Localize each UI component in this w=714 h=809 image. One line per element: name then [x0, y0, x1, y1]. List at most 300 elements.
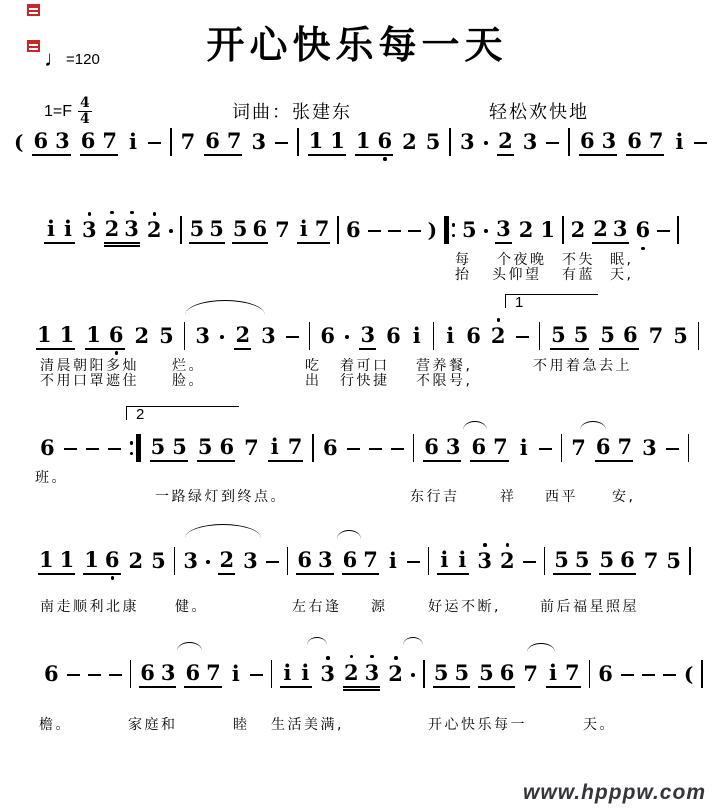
- note-glyph: 3: [317, 546, 333, 572]
- beam-group: [550, 323, 589, 350]
- note-glyph: i: [549, 659, 558, 685]
- tempo-value: =120: [66, 51, 100, 68]
- note-glyph: i: [412, 323, 421, 348]
- note: [320, 662, 335, 686]
- note-glyph: 6: [33, 127, 49, 153]
- lyric-segment: 南走顺利北康: [40, 599, 139, 615]
- note: [426, 130, 441, 154]
- duration-dash: [663, 674, 676, 677]
- parenthesis: (: [683, 662, 694, 686]
- beam-group: [470, 435, 508, 462]
- note: [45, 217, 57, 241]
- lyric-segment: 不用着急去上: [533, 358, 632, 374]
- note: [620, 548, 635, 572]
- note: [600, 323, 615, 347]
- note: [330, 129, 345, 153]
- lyric-segment: 睦: [233, 717, 250, 733]
- lyric-segment: 天。: [583, 717, 616, 733]
- note: [580, 129, 595, 153]
- note-glyph: 5: [433, 659, 449, 685]
- note-glyph: 3: [124, 215, 139, 241]
- time-signature: [78, 96, 92, 127]
- note-glyph: 2: [498, 127, 513, 153]
- note: [627, 129, 642, 153]
- note: [378, 129, 393, 153]
- note-glyph: 7: [648, 323, 664, 348]
- note-glyph: 7: [523, 661, 539, 686]
- barline: [309, 322, 311, 350]
- lyric-segment: 有蓝: [562, 267, 595, 283]
- note-glyph: 6: [345, 217, 361, 242]
- barline: [180, 216, 182, 244]
- slur-arc: [463, 421, 487, 430]
- beam-group: [38, 548, 75, 575]
- octave-dot-high: [110, 211, 114, 215]
- note: [365, 661, 380, 685]
- note: [251, 130, 266, 154]
- note: [649, 324, 664, 348]
- note: [462, 218, 477, 242]
- note-glyph: 6: [471, 433, 487, 459]
- note-glyph: 2: [235, 321, 251, 347]
- lyric-segment: 安,: [612, 489, 636, 505]
- augmentation-dot: [484, 141, 489, 146]
- note: [500, 549, 515, 573]
- beam-group: [495, 217, 512, 244]
- notation-line: [40, 432, 689, 464]
- note: [233, 217, 248, 241]
- barline: [688, 434, 690, 462]
- augmentation-dot: [345, 335, 350, 340]
- note: [574, 323, 589, 347]
- duration-dash: [694, 142, 707, 145]
- note-glyph: 3: [160, 659, 176, 685]
- beam-group: [497, 129, 514, 156]
- lyrics-row: [0, 264, 714, 283]
- lyrics-row: [0, 714, 714, 733]
- note: [252, 217, 267, 241]
- note-glyph: 6: [104, 546, 120, 572]
- barline: [423, 660, 425, 688]
- note-glyph: 3: [55, 127, 70, 153]
- slur-arc: [307, 637, 327, 645]
- repeat-thick-bar: [444, 216, 449, 244]
- note: [60, 323, 75, 347]
- duration-dash: [275, 142, 288, 145]
- augmentation-dot: [169, 229, 174, 234]
- barline: [130, 660, 132, 688]
- note-glyph: i: [299, 215, 308, 241]
- note: [344, 661, 359, 685]
- note: [318, 548, 333, 572]
- beam-group: [85, 323, 124, 350]
- lyric-segment: 源: [371, 599, 388, 615]
- note: [493, 435, 508, 459]
- note-glyph: 2: [593, 215, 608, 241]
- note-glyph: 7: [275, 217, 290, 242]
- beam-group: [83, 548, 120, 575]
- note-glyph: 6: [297, 546, 312, 572]
- note-glyph: 5: [425, 129, 441, 154]
- barline: [174, 547, 176, 575]
- note: [460, 130, 475, 154]
- note-glyph: i: [440, 546, 449, 572]
- note: [288, 435, 303, 459]
- note-glyph: 5: [574, 546, 590, 572]
- note-glyph: 5: [554, 546, 569, 572]
- octave-dot-high: [350, 655, 354, 659]
- augmentation-dot: [411, 673, 416, 678]
- note: [491, 324, 506, 348]
- note-glyph: 5: [666, 548, 681, 573]
- note-glyph: i: [231, 661, 240, 686]
- duration-dash: [86, 448, 99, 451]
- lyric-segment: 着可口: [340, 358, 390, 374]
- beam-group: [546, 661, 581, 688]
- duration-dash: [666, 448, 679, 451]
- lyric-segment: 行快捷: [340, 373, 390, 389]
- note: [477, 549, 492, 573]
- duration-dash: [546, 142, 559, 145]
- beam-group: [44, 217, 75, 244]
- note: [243, 549, 258, 573]
- lyric-segment: 营养餐,: [416, 358, 473, 374]
- note: [411, 324, 423, 348]
- beam-group: [189, 217, 225, 244]
- note: [596, 435, 611, 459]
- beam-group: [234, 323, 251, 350]
- note-glyph: 2: [490, 323, 506, 348]
- duration-dash: [407, 561, 420, 564]
- note-glyph: 3: [320, 661, 335, 686]
- note: [575, 548, 590, 572]
- barline: [449, 128, 451, 156]
- lyrics-row: [0, 467, 714, 486]
- notation-line: [14, 126, 714, 158]
- barline: [337, 216, 339, 244]
- lyric-segment: 不失: [562, 252, 595, 268]
- lyrics-row: [0, 596, 714, 615]
- lyric-segment: 左右逢: [292, 599, 342, 615]
- note-glyph: 5: [197, 433, 213, 459]
- lyric-segment: 眠,: [610, 252, 634, 268]
- repeat-dots: [452, 223, 456, 237]
- beam-group: [553, 548, 590, 575]
- note: [244, 436, 259, 460]
- note-glyph: 7: [617, 433, 633, 459]
- note: [500, 661, 515, 685]
- note: [323, 436, 338, 460]
- lyric-segment: 脸。: [172, 373, 205, 389]
- note: [206, 661, 221, 685]
- volta-label: 2: [136, 406, 145, 423]
- note: [299, 661, 311, 685]
- barline: [539, 322, 541, 350]
- duration-dash: [109, 674, 122, 677]
- note: [81, 129, 96, 153]
- note: [363, 548, 378, 572]
- note: [109, 323, 124, 347]
- octave-dot-high: [483, 543, 487, 547]
- octave-dot-high: [506, 543, 510, 547]
- beam-group: [280, 661, 312, 688]
- lyric-segment: 一路绿灯到终点。: [155, 489, 287, 505]
- website-watermark: www.hpppw.com: [523, 781, 706, 804]
- note-glyph: 6: [320, 323, 335, 348]
- note: [127, 130, 139, 154]
- note: [571, 436, 586, 460]
- barline: [677, 216, 679, 244]
- volta-label: 1: [515, 294, 524, 311]
- notation-line: [44, 658, 703, 690]
- note-glyph: 5: [599, 546, 615, 572]
- note-glyph: 1: [355, 127, 371, 153]
- note: [147, 218, 162, 242]
- barline: [271, 660, 273, 688]
- note: [386, 324, 401, 348]
- note-glyph: 3: [364, 659, 380, 685]
- beam-group: [297, 217, 331, 244]
- note-glyph: 2: [134, 323, 150, 348]
- barline: [170, 128, 172, 156]
- beam-group: [592, 217, 628, 244]
- slur-arc: [177, 642, 202, 651]
- note-glyph: 1: [84, 546, 99, 572]
- note-glyph: i: [301, 659, 310, 685]
- note-glyph: 6: [44, 661, 59, 686]
- note-glyph: 2: [388, 661, 403, 686]
- note: [519, 218, 534, 242]
- note-glyph: 3: [195, 323, 210, 348]
- lyric-segment: 好运不断,: [428, 599, 501, 615]
- repeat-dot: [130, 441, 134, 445]
- note-glyph: 7: [244, 435, 259, 460]
- barline: [589, 660, 591, 688]
- note: [55, 129, 70, 153]
- note-glyph: i: [128, 129, 137, 154]
- barline: [701, 660, 703, 688]
- volta-bracket: [505, 294, 598, 311]
- beam-group: [478, 661, 515, 688]
- note-glyph: 3: [360, 321, 376, 347]
- beam-group: [36, 323, 75, 350]
- duration-dash: [408, 230, 421, 233]
- note: [540, 218, 555, 242]
- note: [60, 548, 75, 572]
- note: [269, 435, 281, 459]
- barline: [689, 547, 691, 575]
- duration-dash: [368, 230, 381, 233]
- note-glyph: 2: [146, 217, 162, 242]
- note-glyph: 6: [140, 659, 155, 685]
- note: [151, 435, 166, 459]
- note-glyph: 6: [377, 127, 393, 153]
- note: [190, 217, 205, 241]
- repeat-dots: [130, 441, 134, 455]
- octave-dot-low: [111, 576, 115, 580]
- note-glyph: 5: [209, 215, 224, 241]
- note-glyph: 2: [128, 548, 144, 573]
- notation-line: [36, 320, 699, 352]
- note: [593, 217, 608, 241]
- lyric-segment: 祥: [500, 489, 517, 505]
- note: [444, 324, 456, 348]
- note: [523, 662, 538, 686]
- lyric-segment: 生活美满,: [271, 717, 344, 733]
- duration-dash: [286, 336, 299, 339]
- barline: [561, 434, 563, 462]
- duration-dash: [539, 448, 552, 451]
- note: [388, 662, 403, 686]
- note: [62, 217, 74, 241]
- beam-group: [343, 661, 380, 688]
- note-glyph: 1: [59, 546, 75, 572]
- note: [623, 323, 638, 347]
- note-glyph: 2: [570, 217, 586, 242]
- lyric-segment: 家庭和: [128, 717, 178, 733]
- note-glyph: 5: [172, 433, 187, 459]
- beam-group: [32, 129, 70, 156]
- note: [320, 324, 335, 348]
- volta-bracket: [126, 406, 239, 423]
- note: [105, 217, 120, 241]
- note-glyph: 6: [108, 321, 124, 347]
- note: [161, 661, 176, 685]
- repeat-thick-bar: [136, 434, 141, 462]
- note: [644, 549, 659, 573]
- note-glyph: 6: [219, 433, 235, 459]
- note: [402, 130, 417, 154]
- lyric-segment: 出: [305, 373, 322, 389]
- note: [434, 661, 449, 685]
- repeat-end-sign: [130, 434, 141, 462]
- augmentation-dot: [206, 560, 211, 565]
- beam-group: [104, 217, 140, 244]
- beam-group: [296, 548, 333, 575]
- note: [140, 661, 155, 685]
- beam-group: [308, 129, 346, 156]
- parenthesis: (: [14, 130, 24, 154]
- lyric-segment: 开心快乐每一: [428, 717, 527, 733]
- beam-group: [626, 129, 664, 156]
- note-glyph: 5: [462, 217, 477, 242]
- note-glyph: 7: [180, 129, 196, 154]
- note-glyph: 6: [623, 321, 638, 347]
- note: [33, 129, 48, 153]
- note: [209, 217, 224, 241]
- octave-dot-low: [115, 351, 119, 355]
- note-glyph: 1: [59, 321, 75, 347]
- note: [172, 435, 187, 459]
- duration-dash: [388, 230, 401, 233]
- note: [84, 548, 99, 572]
- octave-dot-low: [383, 157, 387, 161]
- beam-group: [204, 129, 242, 156]
- note: [424, 435, 439, 459]
- note: [198, 435, 213, 459]
- note-glyph: 1: [308, 127, 324, 153]
- note: [346, 218, 361, 242]
- note: [498, 129, 513, 153]
- lyrics-row: [0, 355, 714, 374]
- note-glyph: 7: [287, 433, 303, 459]
- note: [471, 435, 486, 459]
- note: [298, 217, 310, 241]
- augmentation-dot: [220, 335, 225, 340]
- note: [309, 129, 324, 153]
- note: [479, 661, 494, 685]
- note-glyph: 6: [499, 659, 515, 685]
- note: [159, 324, 174, 348]
- slur-arc: [337, 530, 361, 539]
- note-glyph: 1: [86, 321, 101, 347]
- note-glyph: 7: [648, 127, 664, 153]
- duration-dash: [67, 674, 80, 677]
- note: [360, 323, 375, 347]
- beam-group: [218, 548, 235, 575]
- beam-group: [150, 435, 188, 462]
- key-signature: [44, 96, 92, 127]
- meter-upper: 4: [80, 95, 90, 111]
- note: [82, 218, 97, 242]
- note-glyph: 7: [363, 546, 378, 572]
- octave-dot-high: [326, 656, 330, 660]
- note-glyph: 5: [551, 321, 566, 347]
- lyric-segment: 头仰望: [492, 267, 542, 283]
- note-glyph: 5: [150, 433, 166, 459]
- barline: [428, 547, 430, 575]
- beam-group: [268, 435, 304, 462]
- lyric-segment: 个夜晚: [497, 252, 547, 268]
- note: [649, 129, 664, 153]
- note-glyph: 3: [82, 217, 97, 242]
- lyric-segment: 东行吉: [410, 489, 460, 505]
- note-glyph: 6: [80, 127, 96, 153]
- note: [343, 548, 358, 572]
- lyric-segment: 不用口罩遮住: [40, 373, 139, 389]
- note: [235, 323, 250, 347]
- note: [613, 217, 628, 241]
- lyrics-row: [0, 486, 714, 505]
- note: [135, 324, 150, 348]
- note: [600, 548, 615, 572]
- duration-dash: [369, 448, 382, 451]
- note-glyph: i: [47, 215, 55, 241]
- note: [183, 549, 198, 573]
- note: [297, 548, 312, 572]
- note: [387, 549, 399, 573]
- augmentation-dot: [484, 229, 489, 234]
- note-glyph: 6: [627, 127, 642, 153]
- note-glyph: 5: [600, 321, 615, 347]
- note-glyph: 2: [402, 129, 417, 154]
- note-glyph: 1: [330, 127, 345, 153]
- lyrics-row: [0, 370, 714, 389]
- beam-group: [184, 661, 221, 688]
- note: [86, 323, 101, 347]
- note: [102, 129, 117, 153]
- note: [547, 661, 559, 685]
- note-glyph: 3: [183, 548, 198, 573]
- note-glyph: 6: [342, 546, 358, 572]
- duration-dash: [657, 230, 670, 233]
- duration-dash: [347, 448, 360, 451]
- note-glyph: 7: [206, 659, 221, 685]
- note: [39, 548, 54, 572]
- note-glyph: 2: [104, 215, 120, 241]
- note-glyph: 1: [39, 546, 54, 572]
- note-glyph: 5: [454, 659, 470, 685]
